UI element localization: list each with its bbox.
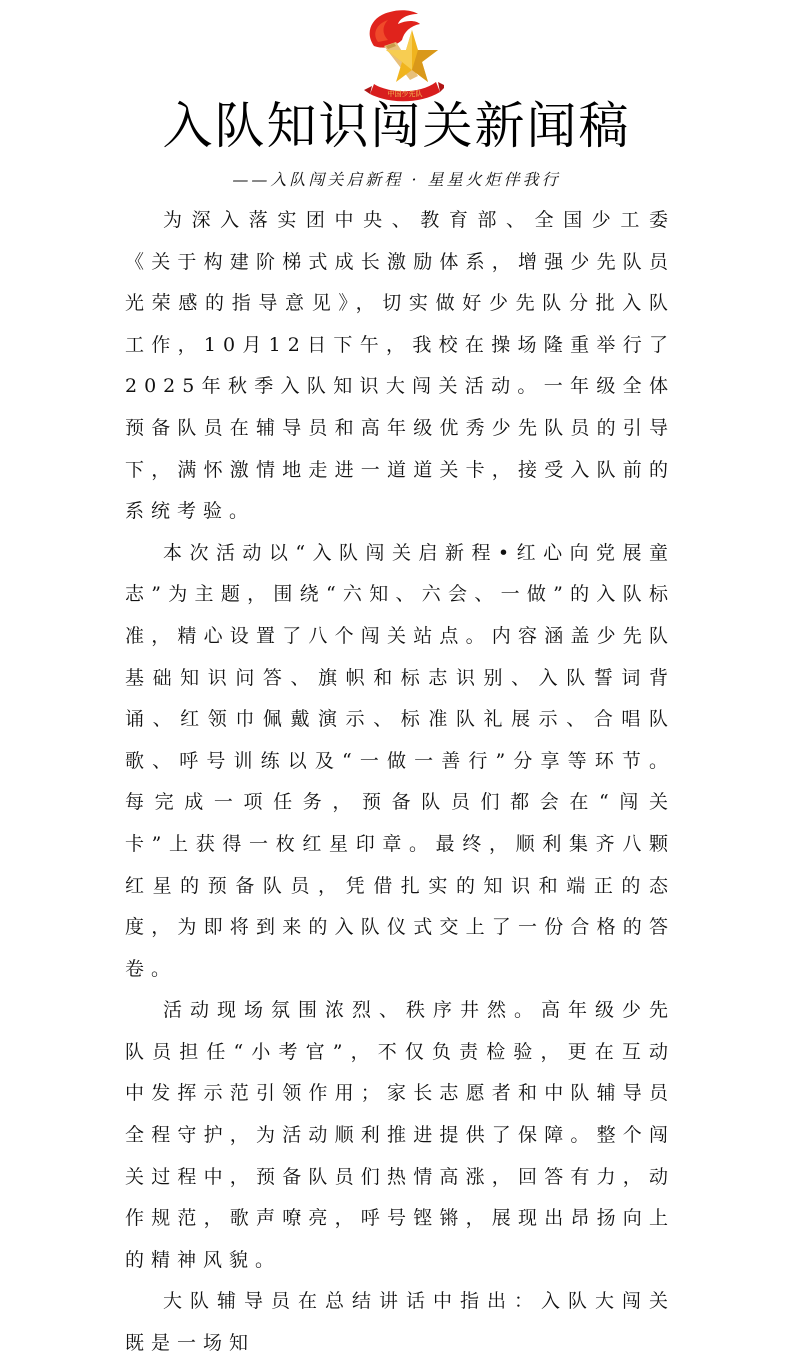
- paragraph-3: 活动现场氛围浓烈、秩序井然。高年级少先队员担任“小考官”，不仅负责检验，更在互动中发挥示范引领作用；家长志愿者和中队辅导员全程守护，为活动顺利推进提供了保障。整个闯关过程中，预备队员们热情高涨，回答有力，动作规范，歌声嘹亮，呼号铿锵，展现出昂扬向上的精神风貌。: [125, 999, 675, 1271]
- article-body: [125, 200, 675, 1365]
- paragraph-1: 为深入落实团中央、教育部、全国少工委《关于构建阶梯式成长激励体系，增强少先队员光荣感的指导意见》，切实做好少先队分批入队工作，10月12日下午，我校在操场隆重举行了2025年秋季入队知识大闯关活动。一年级全体预备队员在辅导员和高年级优秀少先队员的引导下，满怀激情地走进一道道关卡，接受入队前的系统考验。: [125, 209, 675, 523]
- paragraph-2: 本次活动以“入队闯关启新程•红心向党展童志”为主题，围绕“六知、六会、一做”的入队标准，精心设置了八个闯关站点。内容涵盖少先队基础知识问答、旗帜和标志识别、入队誓词背诵、红领巾佩戴演示、标准队礼展示、合唱队歌、呼号训练以及“一做一善行”分享等环节。每完成一项任务，预备队员们都会在“闯关卡”上获得一枚红星印章。最终，顺利集齐八颗红星的预备队员，凭借扎实的知识和端正的态度，为即将到来的入队仪式交上了一份合格的答卷。: [125, 541, 675, 980]
- emblem-ribbon-text: 中国少先队: [387, 90, 423, 98]
- young-pioneers-emblem-icon: [360, 6, 444, 104]
- page-title: 入队知识闯关新闻稿: [162, 97, 631, 155]
- page-subtitle: ——入队闯关启新程 · 星星火炬伴我行: [232, 170, 561, 189]
- paragraph-4: 大队辅导员在总结讲话中指出：入队大闯关既是一场知: [125, 1290, 675, 1355]
